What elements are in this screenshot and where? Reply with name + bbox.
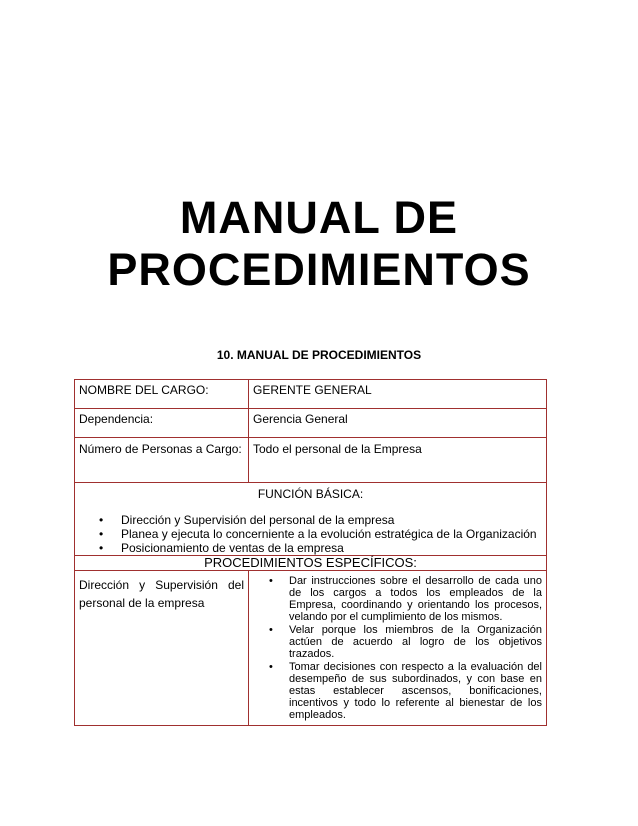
especificos-header: PROCEDIMIENTOS ESPECÍFICOS: [75,556,547,571]
funcion-list [79,513,542,555]
dependencia-label: Dependencia: [75,409,249,438]
especifico-item: • Velar porque los miembros de la Organización actúen de acuerdo al logro de los objetivos trazados. [249,624,542,660]
personas-value: Todo el personal de la Empresa [249,438,547,483]
personas-label: Número de Personas a Cargo: [75,438,249,483]
table-row-funcion [75,483,547,556]
title-line-2: PROCEDIMIENTOS [107,244,531,295]
procedures-table [74,379,547,726]
title-line-1: MANUAL DE [179,192,459,243]
funcion-header: FUNCIÓN BÁSICA: [257,487,364,501]
especifico-item: • Dar instrucciones sobre el desarrollo de cada uno de los cargos a todos los empleados de la Empresa, coordinando y orientando los procesos, velando por el cumplimiento de los mismos. [249,575,542,623]
table-row-dependencia [75,409,547,438]
especifico-item: • Tomar decisiones con respecto a la evaluación del desempeño de sus subordinados, y con base en estas establecer ascensos, bonificaciones, incentivos y todo lo referente al bienestar de los empleados. [249,661,542,721]
table-row-cargo [75,380,547,409]
section-subtitle: 10. MANUAL DE PROCEDIMIENTOS [216,348,422,362]
funcion-item: • Posicionamiento de ventas de la empresa [99,541,542,555]
funcion-item: • Planea y ejecuta lo concerniente a la evolución estratégica de la Organización [99,527,542,541]
funcion-cell [75,483,547,556]
table-row-especificos-header [75,556,547,571]
cargo-label: NOMBRE DEL CARGO: [75,380,249,409]
table-row-personas [75,438,547,483]
especifico-label: Dirección y Supervisión del personal de la empresa [75,571,249,726]
especifico-list [249,575,542,721]
especifico-cell [249,571,547,726]
table-row-especificos [75,571,547,726]
cargo-value: GERENTE GENERAL [249,380,547,409]
document-title [0,192,638,296]
dependencia-value: Gerencia General [249,409,547,438]
funcion-item: • Dirección y Supervisión del personal de la empresa [99,513,542,527]
